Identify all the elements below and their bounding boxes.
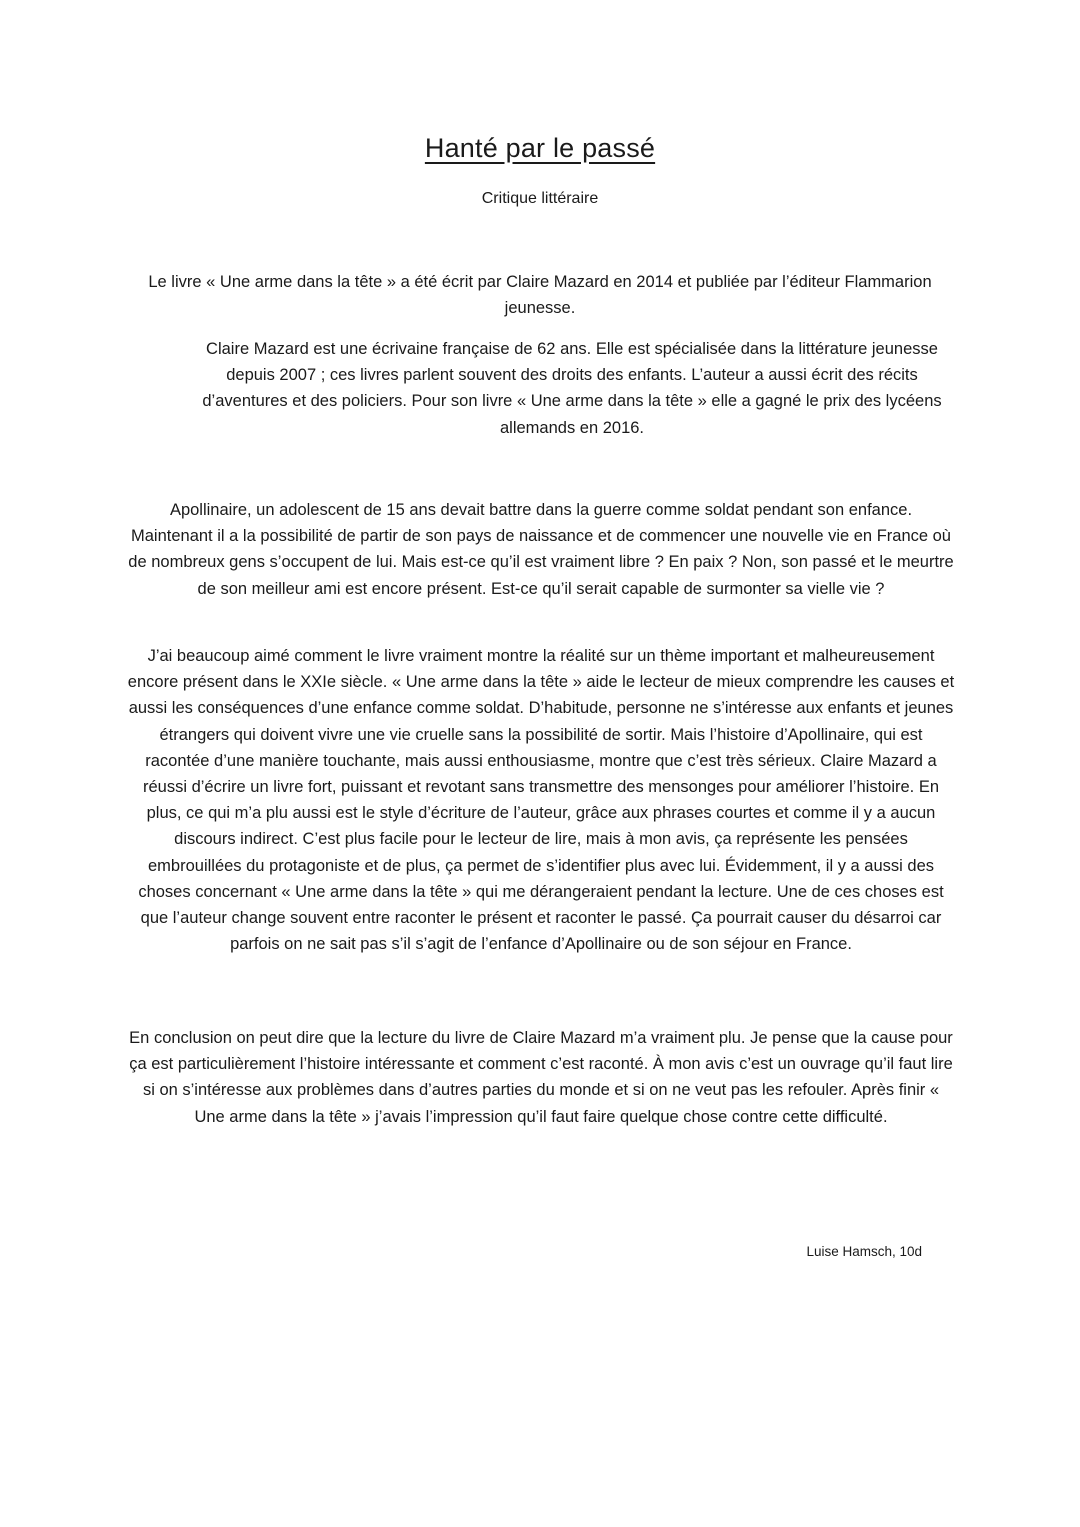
paragraph-conclusion: En conclusion on peut dire que la lecture du livre de Claire Mazard m’a vraiment plu. Je pense que la cause pour ça est particulièrement l’histoire intéressante et comment c’est raconté. À mon avis c’est un ouvrage qu’il faut lire si on s’intéresse aux problèmes dans d’autres parties du monde et si on ne veut pas les refouler. Après finir « Une arme dans la tête » j’avais l’impression qu’il faut faire quelque chose contre cette difficulté. — [129, 1029, 953, 1126]
paragraph-intro: Le livre « Une arme dans la tête » a été écrit par Claire Mazard en 2014 et publiée par l’éditeur Flammarion jeunesse. — [148, 273, 932, 318]
document-subtitle: Critique littéraire — [481, 190, 599, 207]
paragraph-opinion: J’ai beaucoup aimé comment le livre vraiment montre la réalité sur un thème important et malheureusement encore présent dans le XXIe siècle. « Une arme dans la tête » aide le lecteur de mieux comprendre les causes et aussi les conséquences d’une enfance comme soldat. D’habitude, personne ne s’intéresse aux enfants et jeunes étrangers qui doivent vivre une vie cruelle sans la possibilité de sortir. Mais l’histoire d’Apollinaire, qui est racontée d’une manière touchante, mais aussi enthousiasme, montre que c’est très sérieux. Claire Mazard a réussi d’écrire un livre fort, puissant et revotant sans transmettre des mensonges pour améliorer l’histoire. En plus, ce qui m’a plu aussi est le style d’écriture de l’auteur, grâce aux phrases courtes et comme il y a aucun discours indirect. C’est plus facile pour le lecteur de lire, mais à mon avis, ça représente les pensées embrouillées du protagoniste et de plus, ça permet de s’identifier plus avec lui. Évidemment, il y a aussi des choses concernant « Une arme dans la tête » qui me dérangeraient pendant la lecture. Une de ces choses est que l’auteur change souvent entre raconter le présent et raconter le passé. Ça pourrait causer du désarroi car parfois on ne sait pas s’il s’agit de l’enfance d’Apollinaire ou de son séjour en France. — [127, 647, 955, 954]
paragraph-summary: Apollinaire, un adolescent de 15 ans devait battre dans la guerre comme soldat pendant son enfance. Maintenant il a la possibilité de partir de son pays de naissance et de commencer une nouvelle vie en France où de nombreux gens s’occupent de lui. Mais est-ce qu’il est vraiment libre ? En paix ? Non, son passé et le meurtre de son meilleur ami est encore présent. Est-ce qu’il serait capable de surmonter sa vielle vie ? — [128, 501, 954, 598]
document-title: Hanté par le passé — [424, 133, 656, 163]
paragraph-author: Claire Mazard est une écrivaine française de 62 ans. Elle est spécialisée dans la littérature jeunesse depuis 2007 ; ces livres parlent souvent des droits des enfants. L’auteur a aussi écrit des récits d’aventures et des policiers. Pour son livre « Une arme dans la tête » elle a gagné le prix des lycéens allemands en 2016. — [202, 340, 942, 437]
author-signature: Luise Hamsch, 10d — [806, 1244, 922, 1259]
